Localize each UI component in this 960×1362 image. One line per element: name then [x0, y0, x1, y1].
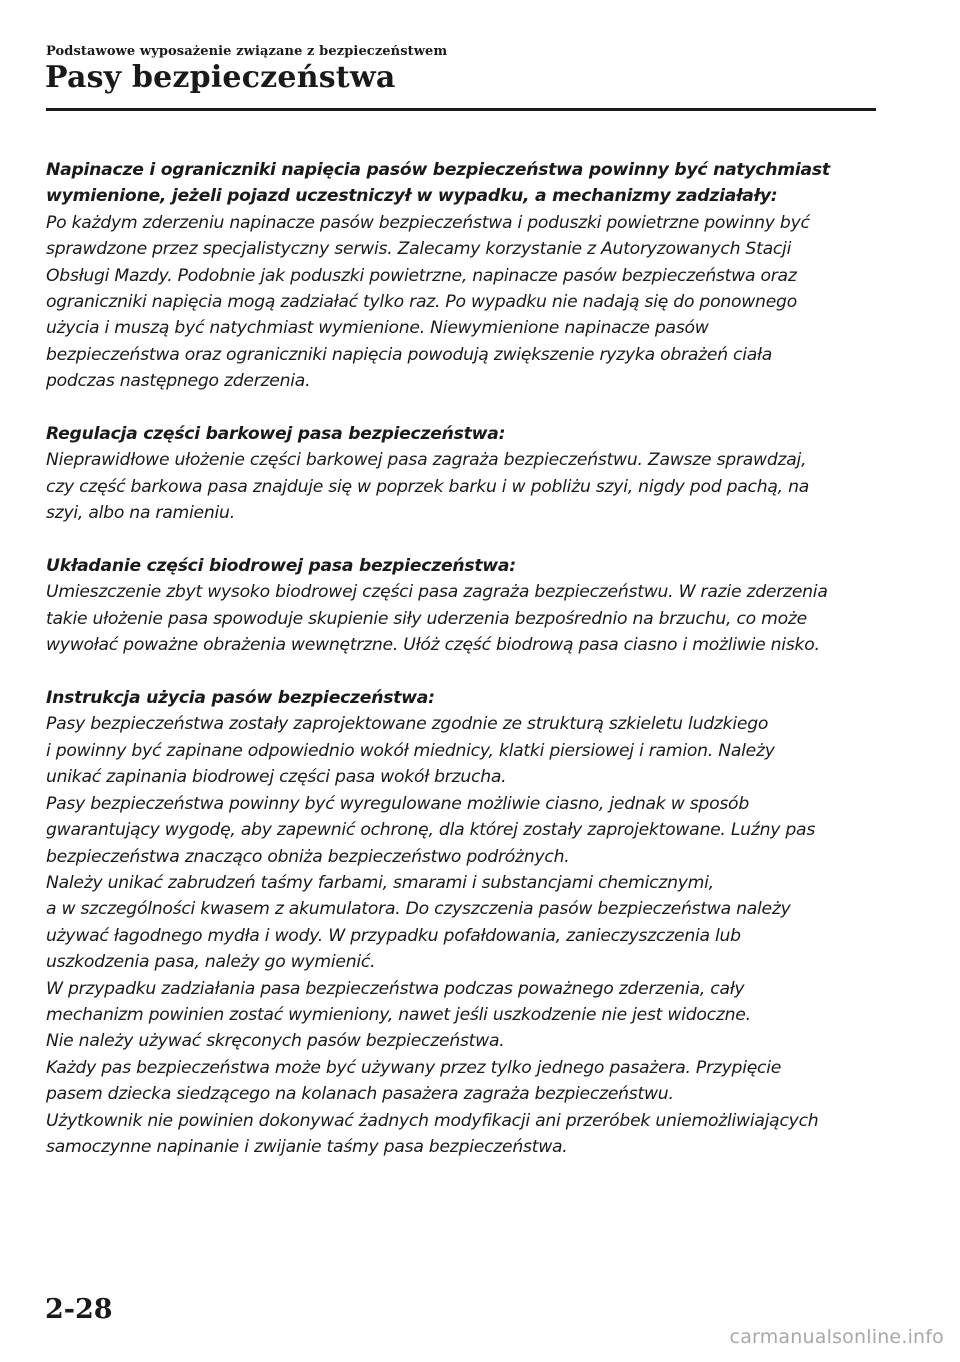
text-line: używać łagodnego mydła i wody. W przypadku pofałdowania, zanieczyszczenia lub — [46, 925, 741, 946]
text-line: i powinny być zapinane odpowiednio wokół miednicy, klatki piersiowej i ramion. Należy — [46, 740, 775, 761]
heading-line: Układanie części biodrowej pasa bezpieczeństwa: — [46, 556, 516, 577]
section-instructions — [46, 685, 896, 1160]
text-line: mechanizm powinien zostać wymieniony, nawet jeśli uszkodzenie nie jest widoczne. — [46, 1004, 751, 1025]
page-title: Pasy bezpieczeństwa — [45, 60, 396, 95]
section-shoulder-belt — [46, 421, 896, 527]
text-line: sprawdzone przez specjalistyczny serwis. Zalecamy korzystanie z Autoryzowanych Stacji — [46, 239, 792, 260]
section-lap-belt — [46, 553, 896, 659]
text-line: bezpieczeństwa oraz ograniczniki napięcia powodują zwiększenie ryzyka obrażeń ciała — [46, 344, 773, 365]
page-number: 2-28 — [45, 1294, 113, 1325]
text-line: Pasy bezpieczeństwa zostały zaprojektowane zgodnie ze strukturą szkieletu ludzkiego — [46, 714, 769, 735]
text-line: pasem dziecka siedzącego na kolanach pasażera zagraża bezpieczeństwu. — [46, 1084, 674, 1105]
heading-line: wymienione, jeżeli pojazd uczestniczył w wypadku, a mechanizmy zadziałały: — [46, 186, 778, 207]
content-body — [46, 157, 896, 1187]
section-heading — [46, 685, 896, 711]
heading-line: Regulacja części barkowej pasa bezpieczeństwa: — [46, 424, 506, 445]
text-line: Należy unikać zabrudzeń taśmy farbami, smarami i substancjami chemicznymi, — [46, 872, 714, 893]
text-line: Nie należy używać skręconych pasów bezpieczeństwa. — [46, 1031, 505, 1052]
text-line: takie ułożenie pasa spowoduje skupienie siły uderzenia bezpośrednio na brzuchu, co może — [46, 608, 807, 629]
text-line: Obsługi Mazdy. Podobnie jak poduszki powietrzne, napinacze pasów bezpieczeństwa oraz — [46, 265, 797, 286]
section-text — [46, 711, 896, 1160]
text-line: Każdy pas bezpieczeństwa może być używany przez tylko jednego pasażera. Przypięcie — [46, 1057, 782, 1078]
text-line: Użytkownik nie powinien dokonywać żadnych modyfikacji ani przeróbek uniemożliwiających — [46, 1110, 819, 1131]
text-line: szyi, albo na ramieniu. — [46, 503, 235, 524]
text-line: użycia i muszą być natychmiast wymienione. Niewymienione napinacze pasów — [46, 318, 709, 339]
text-line: Umieszczenie zbyt wysoko biodrowej części pasa zagraża bezpieczeństwu. W razie zderzenia — [46, 582, 828, 603]
text-line: a w szczególności kwasem z akumulatora. Do czyszczenia pasów bezpieczeństwa należy — [46, 899, 791, 920]
text-line: samoczynne napinanie i zwijanie taśmy pasa bezpieczeństwa. — [46, 1136, 568, 1157]
text-line: podczas następnego zderzenia. — [46, 371, 311, 392]
heading-line: Instrukcja użycia pasów bezpieczeństwa: — [46, 688, 435, 709]
section-text — [46, 447, 896, 526]
text-line: Pasy bezpieczeństwa powinny być wyregulowane możliwie ciasno, jednak w sposób — [46, 793, 749, 814]
section-heading — [46, 553, 896, 579]
text-line: czy część barkowa pasa znajduje się w poprzek barku i w pobliżu szyi, nigdy pod pachą, na — [46, 476, 810, 497]
section-tensioners — [46, 157, 896, 395]
text-line: uszkodzenia pasa, należy go wymienić. — [46, 952, 376, 973]
text-line: bezpieczeństwa znacząco obniża bezpieczeństwo podróżnych. — [46, 846, 570, 867]
heading-line: Napinacze i ograniczniki napięcia pasów bezpieczeństwa powinny być natychmiast — [46, 160, 830, 180]
text-line: gwarantujący wygodę, aby zapewnić ochronę, dla której zostały zaprojektowane. Luźny pas — [46, 820, 816, 841]
text-line: wywołać poważne obrażenia wewnętrzne. Ułóż część biodrową pasa ciasno i możliwie nisko. — [46, 635, 820, 656]
text-line: Nieprawidłowe ułożenie części barkowej pasa zagraża bezpieczeństwu. Zawsze sprawdzaj, — [46, 450, 807, 471]
text-line: ograniczniki napięcia mogą zadziałać tylko raz. Po wypadku nie nadają się do ponownego — [46, 292, 797, 313]
text-line: unikać zapinania biodrowej części pasa wokół brzucha. — [46, 767, 507, 788]
section-text — [46, 579, 896, 658]
title-divider — [46, 108, 876, 111]
section-heading — [46, 421, 896, 447]
text-line: Po każdym zderzeniu napinacze pasów bezpieczeństwa i poduszki powietrzne powinny być — [46, 212, 810, 233]
section-heading — [46, 157, 896, 210]
section-subtitle: Podstawowe wyposażenie związane z bezpieczeństwem — [46, 44, 448, 59]
section-text — [46, 210, 896, 395]
watermark: carmanualsonline.info — [729, 1326, 944, 1348]
text-line: W przypadku zadziałania pasa bezpieczeństwa podczas poważnego zderzenia, cały — [46, 978, 745, 999]
